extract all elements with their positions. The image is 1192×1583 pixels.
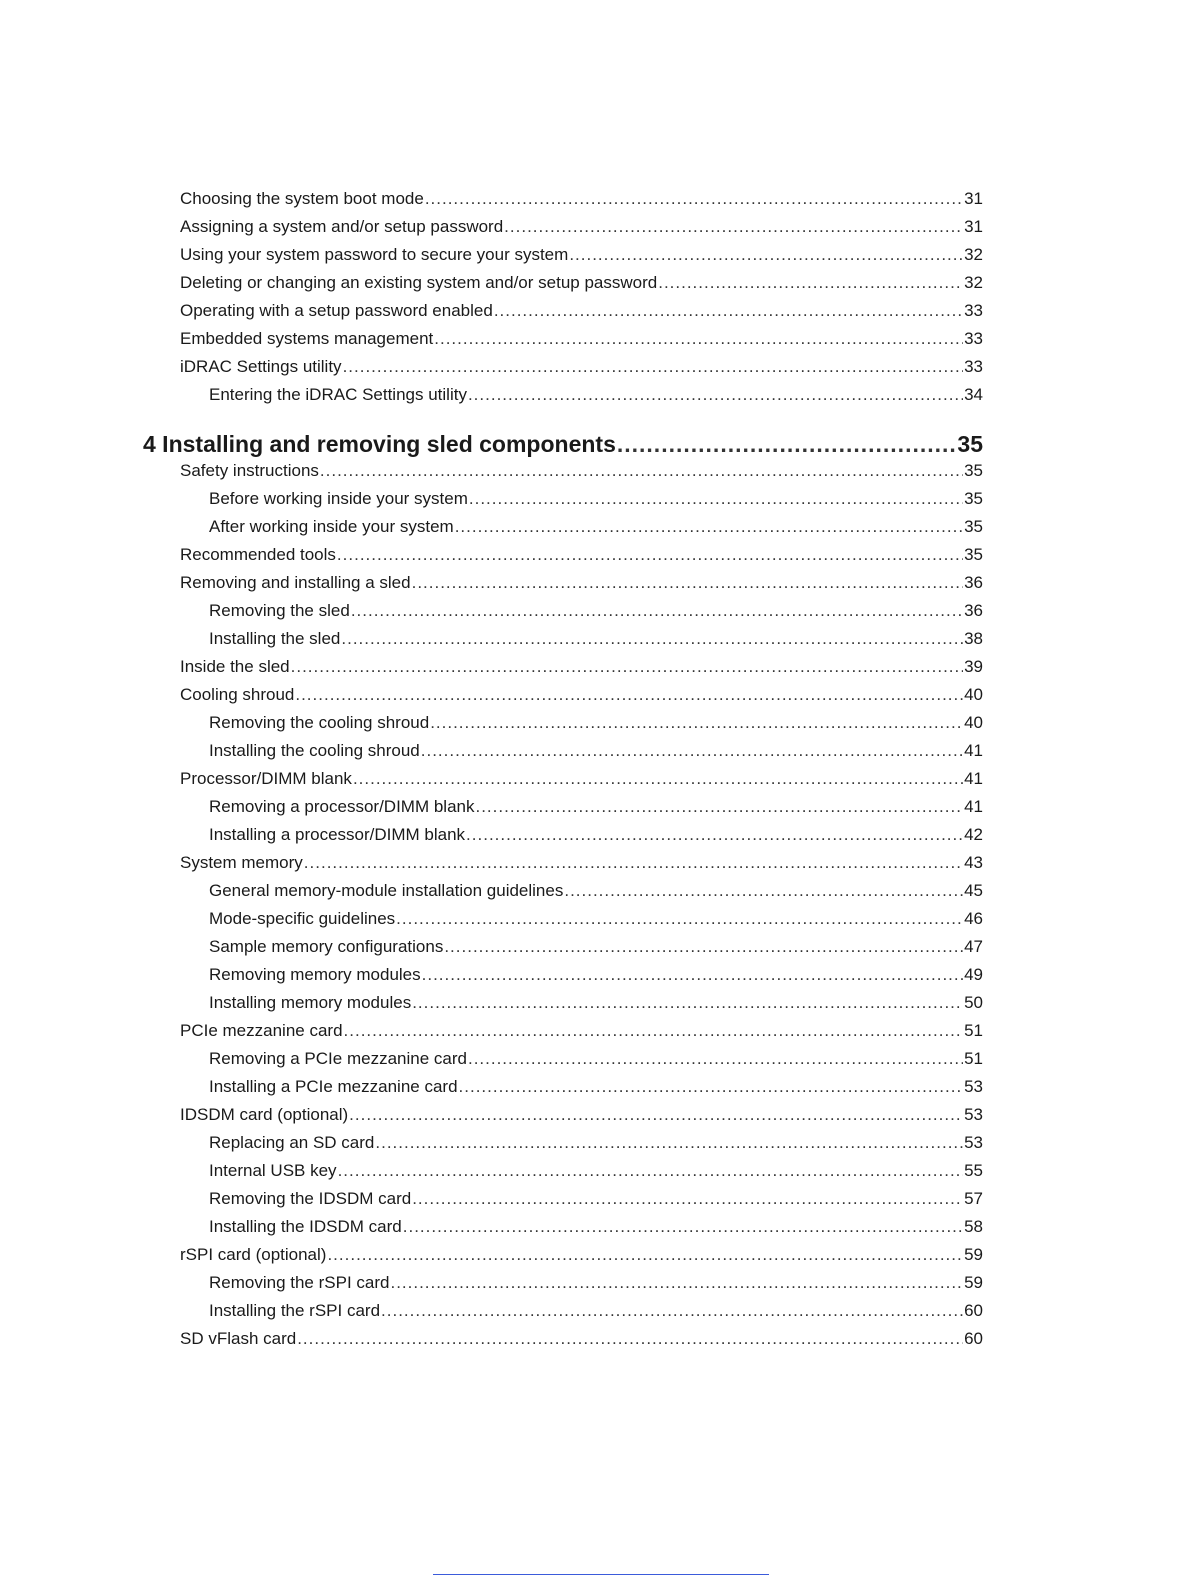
toc-dot-leader [504,215,963,239]
toc-entry-page-number: 60 [964,1301,983,1320]
toc-entry[interactable] [209,991,983,1015]
toc-entry-page-number: 53 [964,1077,983,1096]
toc-entry[interactable] [180,1103,983,1127]
toc-entry-title: SD vFlash card [180,1329,297,1348]
toc-entry-title: Processor/DIMM blank [180,769,352,788]
toc-dot-leader [327,1243,963,1267]
toc-entry-page-number: 51 [964,1049,983,1068]
toc-dot-leader [569,243,963,267]
toc-entry[interactable] [180,655,983,679]
toc-entry[interactable] [180,299,983,323]
toc-entry-title: Removing memory modules [209,965,421,984]
toc-entry-title: Recommended tools [180,545,336,564]
toc-dot-leader [412,991,963,1015]
toc-dot-leader [341,627,963,651]
toc-dot-leader [469,487,963,511]
toc-entry-title: Removing and installing a sled [180,573,411,592]
toc-entry[interactable] [209,823,983,847]
toc-dot-leader [304,851,963,875]
toc-entry[interactable] [209,907,983,931]
toc-entry-page-number: 53 [964,1105,983,1124]
toc-entry[interactable] [180,355,983,379]
toc-entry-page-number: 58 [964,1217,983,1236]
toc-entry[interactable] [180,543,983,567]
toc-entry-page-number: 53 [964,1133,983,1152]
toc-dot-leader [390,1271,963,1295]
toc-dot-leader [320,459,963,483]
toc-dot-leader [466,823,963,847]
toc-dot-leader [421,739,963,763]
toc-entry[interactable] [180,187,983,211]
toc-entry[interactable] [180,327,983,351]
toc-entry-page-number: 35 [964,489,983,508]
toc-entry-title: Assigning a system and/or setup password [180,217,504,236]
toc-entry[interactable] [209,1187,983,1211]
toc-entry[interactable] [180,571,983,595]
toc-entry-page-number: 33 [964,301,983,320]
toc-dot-leader [564,879,963,903]
toc-entry[interactable] [209,515,983,539]
toc-entry-title: rSPI card (optional) [180,1245,327,1264]
toc-entry[interactable] [209,1271,983,1295]
toc-entry-title: iDRAC Settings utility [180,357,342,376]
toc-entry-title: Deleting or changing an existing system and/or setup password [180,273,658,292]
toc-dot-leader [468,383,963,407]
toc-dot-leader [422,963,963,987]
toc-entry-page-number: 40 [964,713,983,732]
toc-entry-page-number: 51 [964,1021,983,1040]
toc-dot-leader [396,907,963,931]
toc-entry[interactable] [180,767,983,791]
toc-dot-leader [403,1215,963,1239]
toc-dot-leader [468,1047,963,1071]
toc-entry-page-number: 47 [964,937,983,956]
toc-entry-title: IDSDM card (optional) [180,1105,349,1124]
toc-entry-page-number: 45 [964,881,983,900]
toc-entry-page-number: 49 [964,965,983,984]
toc-entry[interactable] [180,1019,983,1043]
toc-entry-page-number: 35 [964,545,983,564]
toc-entry-title: System memory [180,853,303,872]
toc-entry-page-number: 55 [964,1161,983,1180]
toc-entry-title: Removing the rSPI card [209,1273,390,1292]
toc-entry-page-number: 57 [964,1189,983,1208]
toc-dot-leader [375,1131,963,1155]
toc-entry-page-number: 41 [964,797,983,816]
toc-entry[interactable] [209,711,983,735]
toc-entry[interactable] [209,1075,983,1099]
toc-entry[interactable] [180,271,983,295]
toc-entry-page-number: 35 [964,461,983,480]
toc-dot-leader [494,299,963,323]
toc-entry-title: Installing the rSPI card [209,1301,381,1320]
toc-entry-title: Installing memory modules [209,993,412,1012]
toc-entry[interactable] [209,935,983,959]
toc-entry-title: Removing a processor/DIMM blank [209,797,475,816]
toc-entry[interactable] [209,1159,983,1183]
toc-entry-page-number: 59 [964,1273,983,1292]
toc-entry[interactable] [180,459,983,483]
toc-entry-title: Installing the sled [209,629,341,648]
toc-entry[interactable] [209,627,983,651]
toc-entry-title: Embedded systems management [180,329,434,348]
toc-entry-title: Before working inside your system [209,489,468,508]
toc-dot-leader [412,1187,963,1211]
toc-entry-page-number: 31 [964,217,983,236]
toc-entry-title: Inside the sled [180,657,290,676]
toc-entry-title: Safety instructions [180,461,319,480]
toc-entry-title: Replacing an SD card [209,1133,375,1152]
toc-entry-page-number: 33 [964,329,983,348]
toc-dot-leader [337,543,963,567]
toc-dot-leader [459,1075,964,1099]
toc-entry-title: Entering the iDRAC Settings utility [209,385,467,404]
toc-entry-title: Sample memory configurations [209,937,444,956]
footer-link-underline[interactable] [433,1574,769,1575]
toc-entry-page-number: 46 [964,909,983,928]
toc-entry-title: Using your system password to secure your system [180,245,569,264]
toc-entry[interactable] [209,1131,983,1155]
toc-entry-page-number: 50 [964,993,983,1012]
toc-entry[interactable] [209,963,983,987]
toc-entry[interactable] [209,383,983,407]
toc-entry[interactable] [180,851,983,875]
toc-entry[interactable] [209,879,983,903]
toc-dot-leader [444,935,963,959]
toc-entry-title: General memory-module installation guidelines [209,881,564,900]
toc-dot-leader [353,767,963,791]
toc-dot-leader [295,683,963,707]
toc-entry-page-number: 40 [964,685,983,704]
toc-entry-title: Removing a PCIe mezzanine card [209,1049,467,1068]
toc-dot-leader [351,599,963,623]
toc-entry-page-number: 31 [964,189,983,208]
toc-entry[interactable] [209,599,983,623]
toc-entry-page-number: 35 [964,517,983,536]
toc-dot-leader [455,515,963,539]
toc-dot-leader [475,795,963,819]
toc-entry-page-number: 34 [964,385,983,404]
toc-dot-leader [434,327,963,351]
toc-entry-title: Installing a PCIe mezzanine card [209,1077,458,1096]
toc-entry-title: Installing the cooling shroud [209,741,420,760]
toc-entry-title: 4 Installing and removing sled components [143,431,616,457]
toc-entry-page-number: 38 [964,629,983,648]
toc-entry-page-number: 32 [964,273,983,292]
toc-entry-page-number: 35 [957,431,983,457]
toc-entry-title: Installing a processor/DIMM blank [209,825,466,844]
toc-dot-leader [349,1103,963,1127]
toc-entry-title: Removing the cooling shroud [209,713,430,732]
toc-dot-leader [343,355,964,379]
toc-entry-title: Removing the sled [209,601,350,620]
toc-entry-page-number: 43 [964,853,983,872]
toc-entry[interactable] [180,1327,983,1351]
toc-entry[interactable] [180,243,983,267]
toc-entry-title: Installing the IDSDM card [209,1217,402,1236]
toc-dot-leader [381,1299,963,1323]
toc-entry[interactable] [209,1299,983,1323]
toc-entry[interactable] [209,739,983,763]
toc-chapter-entry[interactable] [143,429,983,459]
toc-dot-leader [425,187,963,211]
toc-entry-title: PCIe mezzanine card [180,1021,343,1040]
toc-dot-leader [297,1327,963,1351]
toc-entry-page-number: 32 [964,245,983,264]
toc-entry[interactable] [209,1047,983,1071]
toc-entry-title: Internal USB key [209,1161,337,1180]
toc-entry-title: After working inside your system [209,517,454,536]
toc-entry-title: Removing the IDSDM card [209,1189,412,1208]
toc-dot-leader [617,429,957,459]
toc-entry-title: Mode-specific guidelines [209,909,396,928]
toc-dot-leader [430,711,963,735]
toc-entry-title: Choosing the system boot mode [180,189,424,208]
toc-dot-leader [658,271,963,295]
toc-dot-leader [291,655,963,679]
toc-entry-title: Cooling shroud [180,685,295,704]
toc-entry[interactable] [180,215,983,239]
toc-entry[interactable] [209,487,983,511]
toc-entry[interactable] [209,1215,983,1239]
toc-entry[interactable] [209,795,983,819]
toc-entry[interactable] [180,1243,983,1267]
toc-entry-page-number: 42 [964,825,983,844]
toc-entry[interactable] [180,683,983,707]
toc-entry-page-number: 36 [964,601,983,620]
toc-entry-page-number: 36 [964,573,983,592]
toc-dot-leader [344,1019,964,1043]
toc-entry-page-number: 41 [964,741,983,760]
toc-entry-page-number: 39 [964,657,983,676]
toc-entry-page-number: 41 [964,769,983,788]
toc-entry-page-number: 33 [964,357,983,376]
toc-entry-page-number: 60 [964,1329,983,1348]
toc-entry-title: Operating with a setup password enabled [180,301,493,320]
toc-entry-page-number: 59 [964,1245,983,1264]
toc-dot-leader [412,571,963,595]
toc-dot-leader [338,1159,964,1183]
